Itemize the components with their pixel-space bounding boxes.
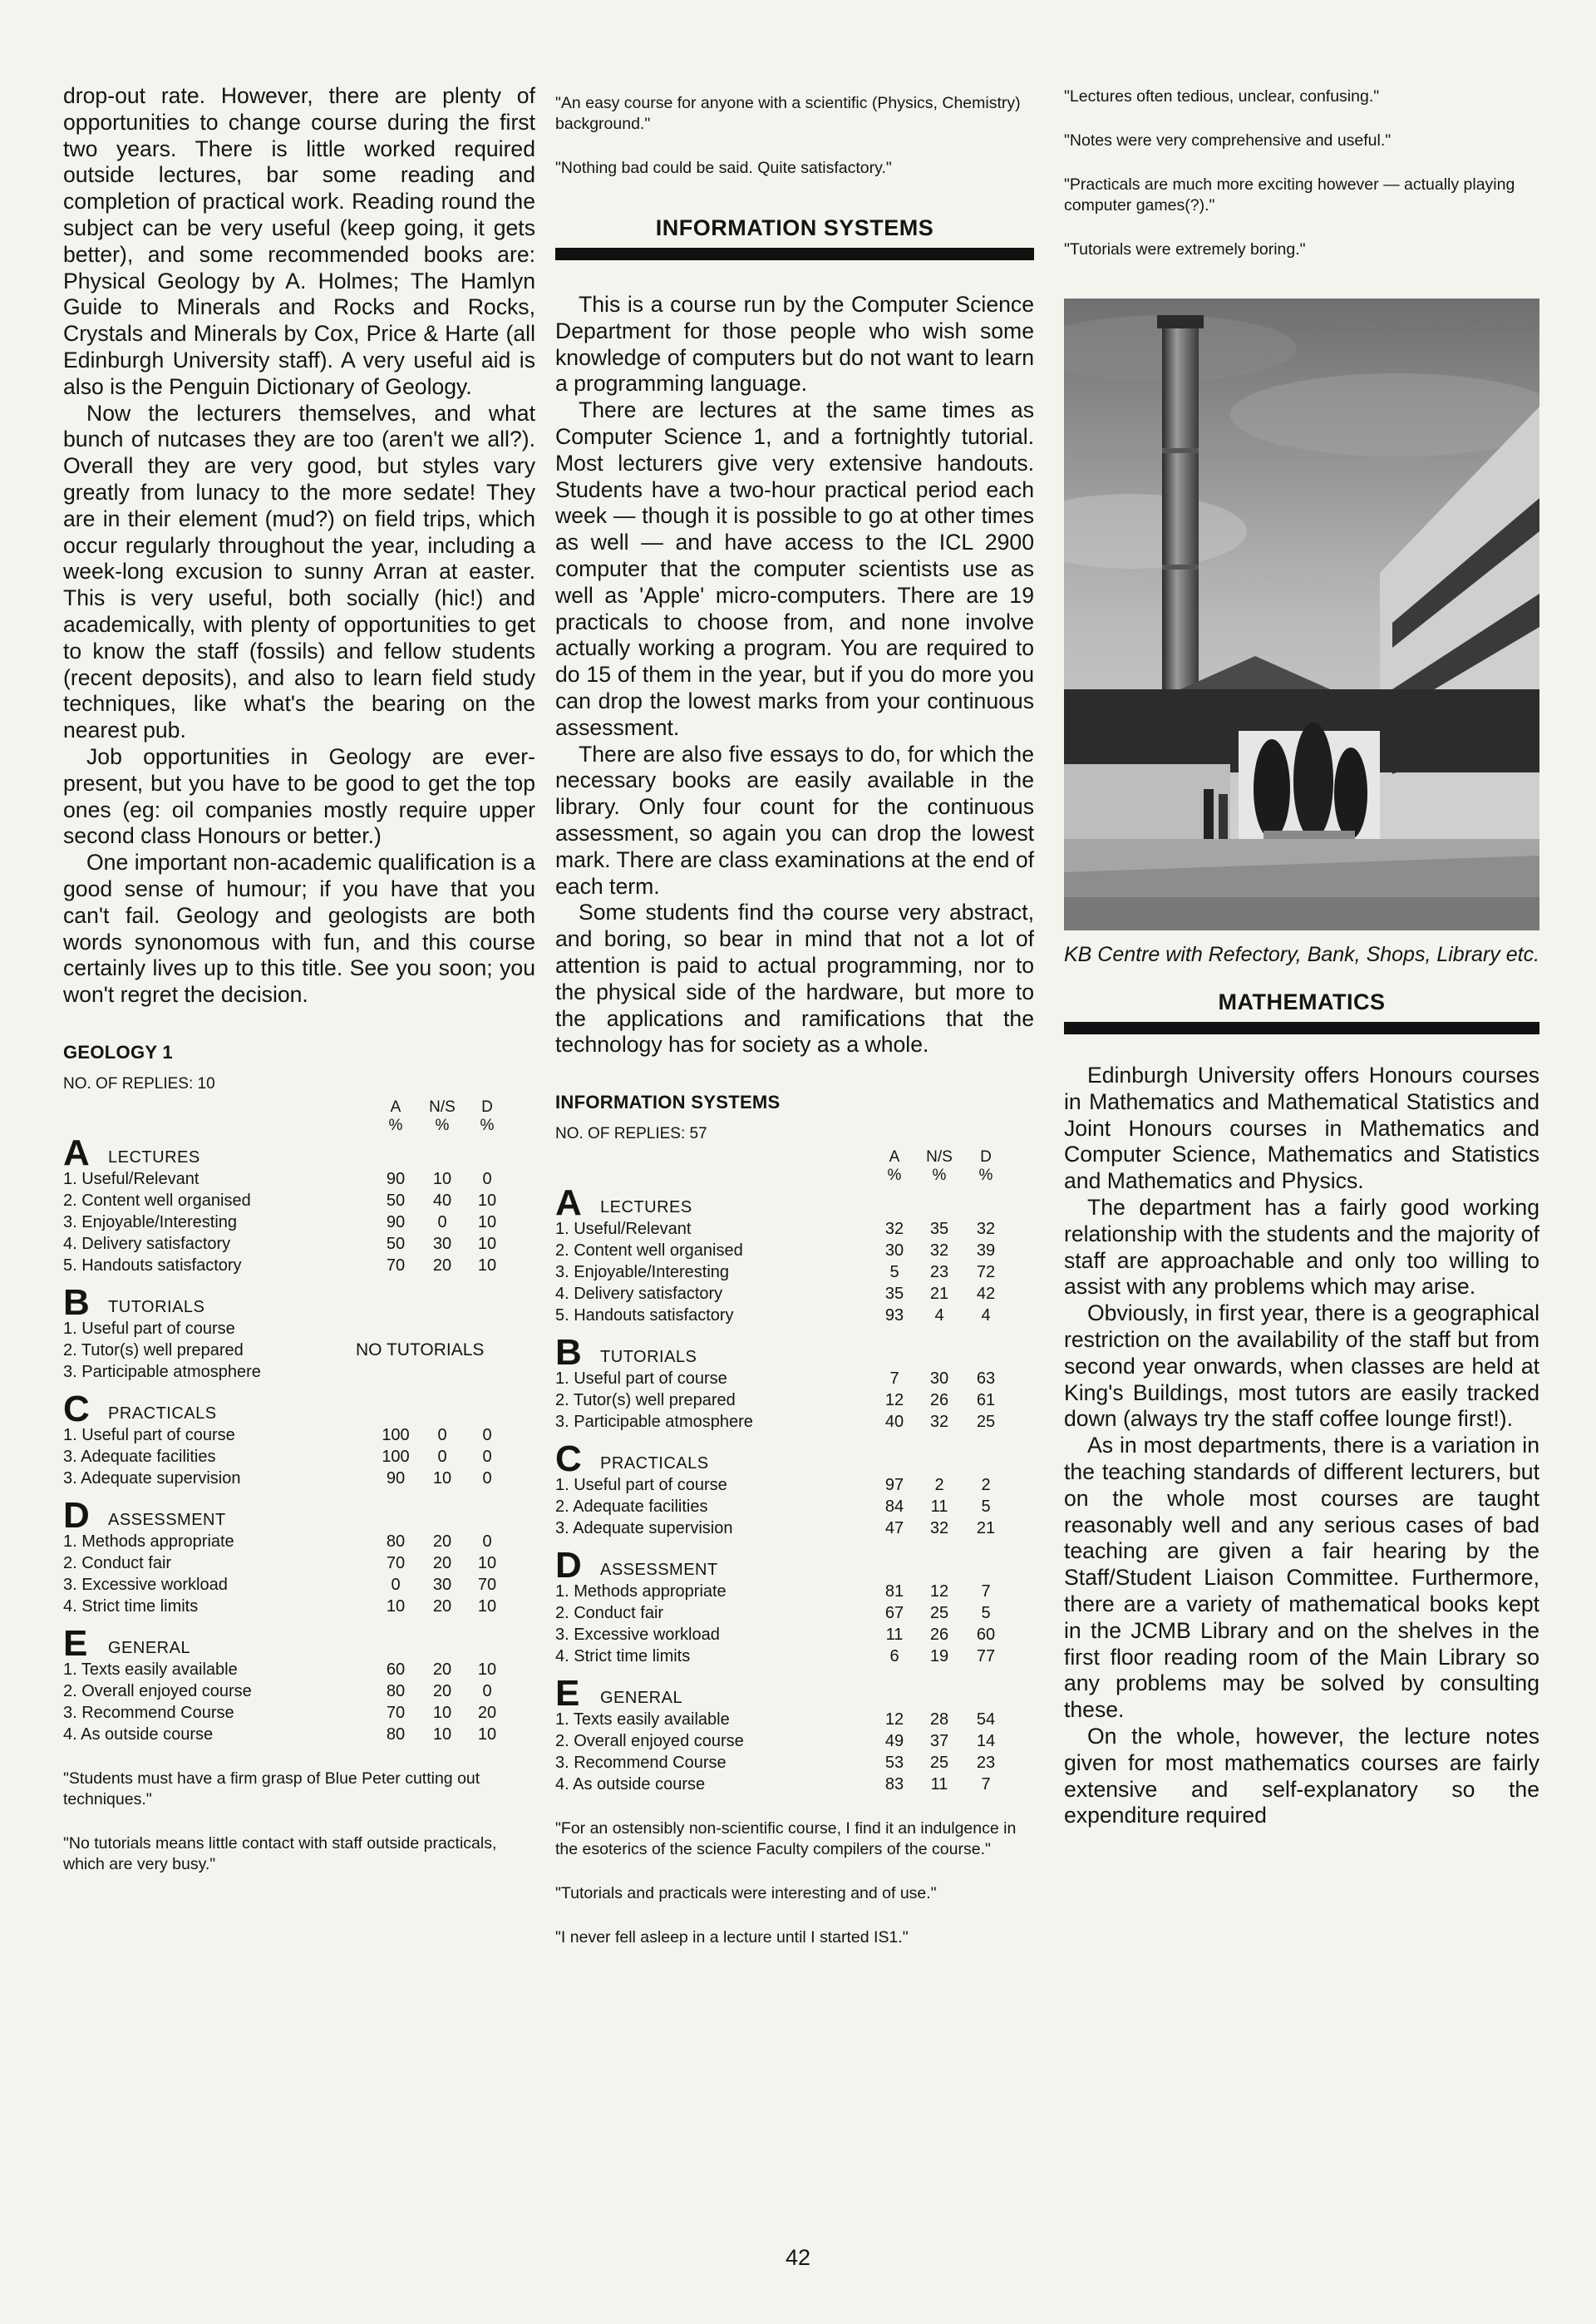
section-name: ASSESSMENT — [600, 1561, 718, 1580]
row-value: 80 — [386, 1681, 406, 1700]
student-quote: "Lectures often tedious, unclear, confusing." — [1064, 87, 1380, 106]
table-section-header — [555, 1332, 1034, 1374]
section-name: TUTORIALS — [108, 1297, 205, 1316]
row-label: 3. Adequate facilities — [63, 1447, 216, 1466]
paragraph: The department has a fairly good working relationship with the students and the majority of staff are approachable and only too willing to assist with any problems which may arise. — [1064, 1194, 1539, 1300]
table-row — [555, 1368, 1034, 1389]
row-value: 30 — [884, 1241, 904, 1261]
row-value: 61 — [976, 1391, 996, 1410]
row-label: 3. Enjoyable/Interesting — [555, 1263, 730, 1282]
information-systems-survey-table — [555, 1092, 1034, 1948]
row-label: 2. Adequate facilities — [555, 1498, 708, 1517]
row-value: 0 — [437, 1447, 447, 1466]
table-row — [555, 1474, 1034, 1496]
row-value: 37 — [929, 1732, 949, 1751]
row-value: 21 — [929, 1285, 949, 1304]
row-label: 3. Recommend Course — [63, 1703, 234, 1722]
row-value: 0 — [437, 1425, 447, 1444]
table-section-header — [555, 1438, 1034, 1480]
row-value: 11 — [885, 1626, 904, 1645]
row-label: 2. Conduct fair — [555, 1604, 664, 1623]
row-value: 23 — [929, 1263, 949, 1282]
row-value: 21 — [976, 1519, 996, 1538]
row-value: 28 — [929, 1710, 949, 1729]
row-value: 49 — [884, 1732, 904, 1751]
row-value: 0 — [482, 1169, 492, 1188]
row-value: 60 — [976, 1626, 996, 1645]
row-value: 10 — [477, 1191, 497, 1210]
row-value: 70 — [477, 1575, 497, 1594]
paragraph: There are also five essays to do, for which the necessary books are easily available in the library. Only four count for the continuous assessment, so again you can drop the lowest mark. There are class examinations at the end of each term. — [555, 741, 1034, 899]
student-quote: "Notes were very comprehensive and useful." — [1064, 131, 1392, 150]
table-row — [555, 1305, 1034, 1326]
row-value: 50 — [386, 1234, 406, 1253]
row-value: 20 — [432, 1596, 452, 1616]
section-name: LECTURES — [600, 1198, 692, 1217]
row-value: 50 — [386, 1191, 406, 1210]
row-value: 23 — [976, 1754, 996, 1773]
table-row — [63, 1190, 535, 1211]
row-value: 72 — [976, 1263, 996, 1282]
row-value: 70 — [386, 1553, 406, 1572]
student-quote: "An easy course for anyone with a scientific (Physics, Chemistry) background." — [555, 94, 1021, 133]
row-value: 80 — [386, 1724, 406, 1744]
row-label: 3. Adequate supervision — [555, 1519, 733, 1538]
paragraph: Job opportunities in Geology are ever-present, but you have to be good to get the top ones (eg: oil companies mostly require upper second class Honours or better.) — [63, 743, 535, 849]
table-row — [555, 1752, 1034, 1774]
row-label: 2. Overall enjoyed course — [63, 1681, 252, 1700]
row-value: 32 — [976, 1220, 996, 1239]
row-value: 77 — [976, 1647, 996, 1666]
row-value: 12 — [884, 1710, 904, 1729]
row-value: 2 — [934, 1476, 944, 1495]
student-quote: "Tutorials were extremely boring." — [1064, 240, 1306, 259]
row-label: 4. As outside course — [555, 1775, 706, 1794]
row-value: 10 — [432, 1703, 452, 1722]
row-label: 3. Recommend Course — [555, 1754, 727, 1773]
row-value: 54 — [976, 1710, 996, 1729]
column-header: N/S % — [926, 1148, 953, 1185]
section-name: TUTORIALS — [600, 1348, 697, 1367]
row-label: 1. Useful part of course — [63, 1425, 235, 1444]
row-value: 42 — [976, 1285, 996, 1304]
section-letter: D — [63, 1494, 90, 1536]
row-value: 26 — [929, 1391, 949, 1410]
table-section-header — [63, 1622, 535, 1664]
row-value: 0 — [437, 1212, 447, 1231]
row-value: 25 — [976, 1413, 996, 1432]
row-value: 10 — [477, 1596, 497, 1616]
table-row — [555, 1411, 1034, 1433]
row-value: 4 — [981, 1306, 991, 1325]
row-value: 53 — [884, 1754, 904, 1773]
row-value: 97 — [884, 1476, 904, 1495]
reply-count: NO. OF REPLIES: 57 — [555, 1125, 707, 1143]
row-value: 20 — [432, 1681, 452, 1700]
section-name: LECTURES — [108, 1147, 200, 1167]
paragraph: Some students find thə course very abstract, and boring, so bear in mind that not a lot of attention is paid to actual programming, nor to the physical side of the hardware, but more to the applications and ramifications that the technology has for society as a whole. — [555, 900, 1034, 1058]
row-value: 20 — [432, 1256, 452, 1275]
row-value: 40 — [884, 1413, 904, 1432]
row-value: 6 — [889, 1647, 899, 1666]
row-value: 32 — [929, 1241, 949, 1261]
section-heading: INFORMATION SYSTEMS — [655, 215, 934, 240]
paragraph: There are lectures at the same times as Computer Science 1, and a fortnightly tutorial. Most lecturers give very extensive handouts. Students have a two-hour practical period each week — though it is possible to go at other times as well — and have access to the ICL 2900 computer that the computer scientists use as well as 'Apple' micro-computers. There are 19 practicals to choose from, and none involve actually working a program. You are required to do 15 of them in the year, but if you do more you can drop the lowest marks from your continuous assessment. — [555, 397, 1034, 740]
row-value: 81 — [884, 1582, 904, 1601]
student-quote: "Tutorials and practicals were interesting and of use." — [555, 1884, 937, 1903]
row-value: 10 — [477, 1660, 497, 1679]
column-header: A % — [388, 1098, 403, 1134]
section-name: PRACTICALS — [108, 1404, 217, 1423]
paragraph: Now the lecturers themselves, and what bunch of nutcases they are too (aren't we all?). Overall they are very good, but styles vary greatly from lunacy to the more sedate! They are in their element (mud?) on field trips, which occur regularly throughout the year, including a week-long excusion to sunny Arran at easter. This is very useful, both socially (hic!) and academically, with plenty of opportunities to get to know the staff (fossils) and fellow students (recent deposits), and also to learn field study techniques, like what's the bearing on the nearest pub. — [63, 400, 535, 743]
row-value: 5 — [981, 1604, 991, 1623]
section-letter: C — [555, 1438, 582, 1480]
row-value: 83 — [884, 1775, 904, 1794]
row-label: 2. Tutor(s) well prepared — [63, 1340, 244, 1359]
row-label: 1. Methods appropriate — [63, 1532, 234, 1551]
row-value: 0 — [391, 1575, 401, 1594]
table-row — [555, 1709, 1034, 1730]
row-value: 90 — [386, 1468, 406, 1488]
row-label: 3. Excessive workload — [555, 1626, 720, 1645]
table-section-header — [63, 1132, 535, 1173]
section-letter: B — [555, 1332, 582, 1374]
row-label: 4. As outside course — [63, 1724, 214, 1744]
row-value: 20 — [432, 1532, 452, 1551]
row-value: 25 — [929, 1754, 949, 1773]
row-label: 3. Participable atmosphere — [63, 1362, 261, 1381]
row-value: 0 — [482, 1532, 492, 1551]
row-value: 2 — [981, 1476, 991, 1495]
row-value: 5 — [981, 1498, 991, 1517]
row-value: 40 — [432, 1191, 452, 1210]
row-value: 70 — [386, 1256, 406, 1275]
row-value: 70 — [386, 1703, 406, 1722]
row-value: 11 — [930, 1498, 948, 1517]
table-row — [555, 1240, 1034, 1261]
row-value: 84 — [884, 1498, 904, 1517]
section-name: PRACTICALS — [600, 1454, 709, 1473]
row-value: 0 — [482, 1468, 492, 1488]
row-value: 0 — [482, 1681, 492, 1700]
table-row — [63, 1531, 535, 1552]
table-row — [63, 1702, 535, 1724]
kb-centre-photo — [1064, 299, 1539, 930]
table-row — [63, 1318, 535, 1340]
section-letter: B — [63, 1281, 90, 1323]
section-name: ASSESSMENT — [108, 1510, 226, 1529]
table-section-header — [63, 1388, 535, 1429]
geology-article — [63, 83, 535, 1009]
row-value: 7 — [889, 1369, 899, 1389]
table-row — [63, 1424, 535, 1446]
section-letter: A — [63, 1132, 90, 1173]
row-label: 2. Conduct fair — [63, 1553, 172, 1572]
table-row — [555, 1646, 1034, 1667]
row-label: 4. Strict time limits — [555, 1647, 691, 1666]
table-row — [555, 1218, 1034, 1240]
row-value: 11 — [930, 1775, 948, 1794]
heading-rule — [555, 248, 1034, 260]
row-value: 14 — [976, 1732, 996, 1751]
paragraph: Obviously, in first year, there is a geographical restriction on the availability of the staff but from second year onwards, when classes are held at King's Buildings, most tutors are easily tracked down (always try the staff coffee lounge first!). — [1064, 1300, 1539, 1432]
paragraph: Edinburgh University offers Honours courses in Mathematics and Mathematical Statistics and Joint Honours courses in Mathematics and Computer Science, Mathematics and Statistics and Mathematics and Physics. — [1064, 1063, 1539, 1194]
row-value: 26 — [929, 1626, 949, 1645]
table-row — [63, 1211, 535, 1233]
table-row — [63, 1596, 535, 1617]
table-header-row — [555, 1148, 1034, 1185]
student-quote: "Nothing bad could be said. Quite satisfactory." — [555, 159, 892, 177]
section-name: GENERAL — [600, 1689, 683, 1708]
mathematics-article — [1064, 1063, 1539, 1829]
section-letter: D — [555, 1545, 582, 1586]
row-value: 63 — [976, 1369, 996, 1389]
photo-caption: KB Centre with Refectory, Bank, Shops, Library etc. — [1064, 943, 1540, 966]
row-value: 100 — [382, 1447, 410, 1466]
table-section-header — [63, 1494, 535, 1536]
row-value: 60 — [386, 1660, 406, 1679]
section-heading: MATHEMATICS — [1218, 989, 1386, 1014]
no-tutorials-note: NO TUTORIALS — [356, 1340, 485, 1359]
row-value: 0 — [482, 1425, 492, 1444]
row-label: 3. Excessive workload — [63, 1575, 228, 1594]
table-row — [63, 1680, 535, 1702]
row-label: 4. Delivery satisfactory — [63, 1234, 231, 1253]
row-label: 5. Handouts satisfactory — [555, 1306, 734, 1325]
section-letter: C — [63, 1388, 90, 1429]
paragraph: One important non-academic qualification is a good sense of humour; if you have that you can't fail. Geology and geologists are both words synonomous with fun, and this course certainly lives up to this title. See you soon; you won't regret the decision. — [63, 850, 535, 1008]
table-row — [63, 1724, 535, 1745]
table-title: INFORMATION SYSTEMS — [555, 1092, 781, 1113]
table-row — [63, 1552, 535, 1574]
column-information-systems — [555, 83, 1034, 1971]
row-value: 67 — [884, 1604, 904, 1623]
row-value: 20 — [432, 1553, 452, 1572]
table-row — [555, 1602, 1034, 1624]
table-row — [63, 1168, 535, 1190]
row-value: 10 — [432, 1724, 452, 1744]
row-value: 100 — [382, 1425, 410, 1444]
row-label: 1. Useful/Relevant — [555, 1220, 692, 1239]
heading-rule — [1064, 1022, 1539, 1034]
row-label: 3. Enjoyable/Interesting — [63, 1212, 238, 1231]
table-row — [555, 1774, 1034, 1795]
row-label: 3. Adequate supervision — [63, 1468, 241, 1488]
row-label: 2. Tutor(s) well prepared — [555, 1391, 736, 1410]
student-quote: "Students must have a firm grasp of Blue Peter cutting out techniques." — [63, 1769, 480, 1808]
row-label: 3. Participable atmosphere — [555, 1413, 753, 1432]
section-name: GENERAL — [108, 1638, 191, 1657]
row-value: 90 — [386, 1212, 406, 1231]
table-row — [63, 1361, 535, 1383]
row-label: 1. Useful part of course — [555, 1369, 727, 1389]
row-value: 35 — [929, 1220, 949, 1239]
student-quote: "I never fell asleep in a lecture until I started IS1." — [555, 1928, 909, 1947]
paragraph: drop-out rate. However, there are plenty of opportunities to change course during the first two years. There is little worked required outside lectures, bar some reading and completion of practical work. Reading round the subject can be very useful (keep going, it gets better), and some recommended books are: Physical Geology by A. Holmes; The Hamlyn Guide to Minerals and Rocks and Rocks, Crystals and Minerals by Cox, Price & Harte (all Edinburgh University staff). A very useful aid is also is the Penguin Dictionary of Geology. — [63, 83, 535, 399]
table-row — [63, 1446, 535, 1468]
table-row — [555, 1261, 1034, 1283]
student-quote: "Practicals are much more exciting however — actually playing computer games(?)." — [1064, 175, 1515, 215]
row-value: 35 — [884, 1285, 904, 1304]
column-geology — [63, 83, 535, 1898]
table-row — [63, 1468, 535, 1489]
table-row — [63, 1233, 535, 1255]
paragraph: On the whole, however, the lecture notes given for most mathematics courses are fairly extensive and self-explanatory so the expenditure required — [1064, 1723, 1539, 1828]
table-title: GEOLOGY 1 — [63, 1041, 173, 1063]
section-letter: E — [63, 1622, 88, 1664]
row-value: 12 — [884, 1391, 904, 1410]
row-value: 7 — [981, 1582, 991, 1601]
row-value: 10 — [432, 1468, 452, 1488]
row-value: 12 — [929, 1582, 949, 1601]
column-header: N/S % — [429, 1098, 456, 1134]
row-value: 30 — [432, 1234, 452, 1253]
row-label: 1. Useful/Relevant — [63, 1169, 200, 1188]
row-label: 1. Useful part of course — [63, 1319, 235, 1338]
table-row — [63, 1340, 535, 1361]
row-label: 1. Methods appropriate — [555, 1582, 727, 1601]
row-value: 80 — [386, 1532, 406, 1551]
row-value: 90 — [386, 1169, 406, 1188]
row-label: 5. Handouts satisfactory — [63, 1256, 242, 1275]
table-row — [555, 1730, 1034, 1752]
row-value: 10 — [386, 1596, 406, 1616]
table-row — [63, 1255, 535, 1276]
row-value: 10 — [432, 1169, 452, 1188]
table-row — [555, 1496, 1034, 1517]
table-row — [555, 1389, 1034, 1411]
row-value: 93 — [884, 1306, 904, 1325]
row-label: 1. Texts easily available — [555, 1710, 730, 1729]
row-value: 20 — [477, 1703, 497, 1722]
table-section-header — [555, 1545, 1034, 1586]
row-label: 4. Delivery satisfactory — [555, 1285, 723, 1304]
table-row — [63, 1659, 535, 1680]
table-row — [555, 1581, 1034, 1602]
row-value: 4 — [934, 1306, 944, 1325]
row-value: 30 — [432, 1575, 452, 1594]
row-label: 2. Overall enjoyed course — [555, 1732, 744, 1751]
row-value: 10 — [477, 1234, 497, 1253]
row-value: 19 — [929, 1647, 949, 1666]
section-letter: A — [555, 1182, 582, 1224]
column-header: D % — [480, 1098, 495, 1134]
row-value: 47 — [884, 1519, 904, 1538]
row-value: 32 — [929, 1519, 949, 1538]
row-label: 2. Content well organised — [63, 1191, 251, 1210]
row-label: 4. Strict time limits — [63, 1596, 199, 1616]
row-value: 10 — [477, 1212, 497, 1231]
column-mathematics — [1064, 83, 1539, 1829]
row-value: 10 — [477, 1553, 497, 1572]
information-systems-article — [555, 292, 1034, 1058]
geology-survey-table — [63, 1042, 535, 1875]
row-label: 2. Content well organised — [555, 1241, 743, 1261]
row-value: 5 — [889, 1263, 899, 1282]
student-quote: "No tutorials means little contact with staff outside practicals, which are very busy." — [63, 1833, 497, 1873]
row-value: 7 — [981, 1775, 991, 1794]
column-header: A % — [887, 1148, 902, 1185]
table-row — [555, 1624, 1034, 1646]
row-value: 10 — [477, 1724, 497, 1744]
student-quote: "For an ostensibly non-scientific course, I find it an indulgence in the esoterics of the science Faculty compilers of the course." — [555, 1819, 1017, 1859]
row-value: 25 — [929, 1604, 949, 1623]
table-header-row — [63, 1098, 535, 1135]
table-row — [555, 1517, 1034, 1539]
paragraph: As in most departments, there is a variation in the teaching standards of different lecturers, but on the whole most courses are taught reasonably well and any serious cases of bad teaching are given a fair hearing by the Staff/Student Liaison Committee. Furthermore, there are a variety of mathematical books kept in the JCMB Library and on the shelves in the first floor reading room of the Main Library so any problems may be solved by consulting these. — [1064, 1433, 1539, 1723]
row-value: 10 — [477, 1256, 497, 1275]
column-header: D % — [978, 1148, 993, 1185]
row-value: 20 — [432, 1660, 452, 1679]
row-value: 32 — [884, 1220, 904, 1239]
row-label: 1. Texts easily available — [63, 1660, 238, 1679]
paragraph: This is a course run by the Computer Science Department for those people who wish some knowledge of computers but do not want to learn a programming language. — [555, 292, 1034, 397]
row-value: 32 — [929, 1413, 949, 1432]
row-value: 39 — [976, 1241, 996, 1261]
page-number: 42 — [785, 2245, 811, 2270]
row-value: 0 — [482, 1447, 492, 1466]
section-letter: E — [555, 1673, 580, 1715]
row-label: 1. Useful part of course — [555, 1476, 727, 1495]
table-section-header — [555, 1182, 1034, 1224]
table-row — [555, 1283, 1034, 1305]
row-value: 30 — [929, 1369, 949, 1389]
table-section-header — [555, 1673, 1034, 1715]
reply-count: NO. OF REPLIES: 10 — [63, 1074, 215, 1093]
table-section-header — [63, 1281, 535, 1323]
table-row — [63, 1574, 535, 1596]
